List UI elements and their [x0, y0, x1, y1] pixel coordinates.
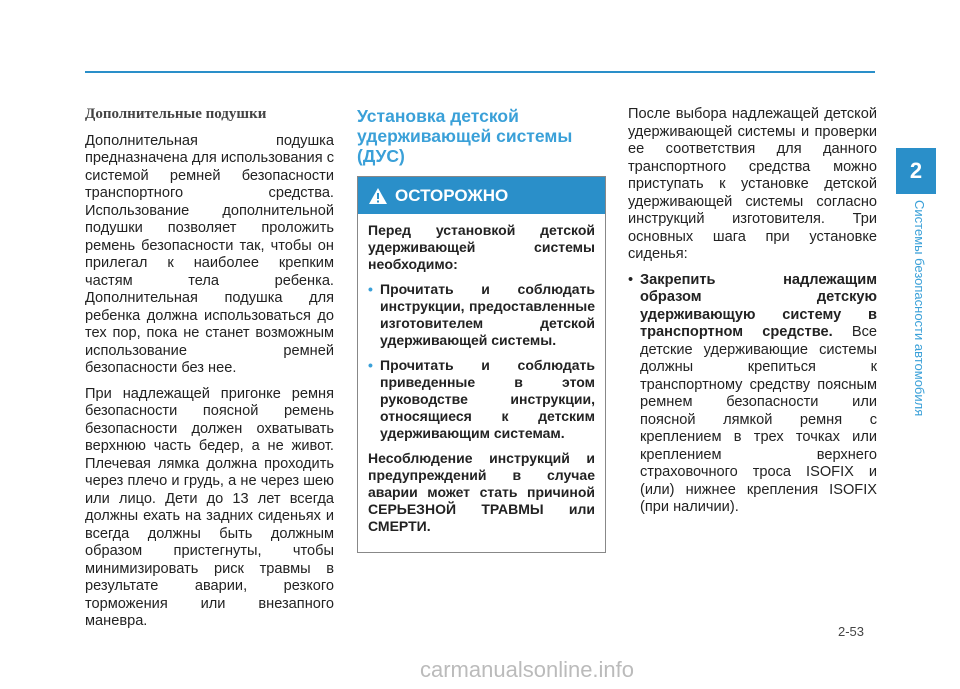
warning-item: • Прочитать и соблюдать приведенные в этом руководстве инструкции, относящиеся к детским удерживающим системам. [368, 357, 595, 442]
section-heading-booster: Дополнительные подушки [85, 106, 267, 122]
warning-outro: Несоблюдение инструкций и предупреждений в случае аварии может стать причиной СЕРЬЕЗНОЙ ТРАВМЫ или СМЕРТИ. [368, 450, 595, 534]
paragraph-steps-intro: После выбора надлежащей детской удерживающей системы и проверки ее соответствия для данного транспортного средства можно приступать к установке детской удерживающей системы согласно инструкций изготовителя. Три основных шага при установке сиденья: [628, 106, 877, 262]
column-left [85, 106, 334, 639]
top-rule [85, 71, 875, 73]
column-right [628, 106, 877, 525]
warning-list [368, 281, 595, 442]
warning-box [357, 176, 606, 553]
paragraph-booster-2: При надлежащей пригонке ремня безопасности поясной ремень безопасности должен охватывать верхнюю часть бедер, а не живот. Плечевая лямка должна проходить через плечо и грудь, а не через шею или лицо. Дети до 13 лет всегда должны ехать на задних сиденьях и всегда должны быть должным образом пристегнуты, чтобы минимизировать риск травмы в результате аварии, резкого торможения или внезапного маневра. [85, 385, 334, 629]
column-middle [357, 106, 606, 553]
page-number: 2-53 [838, 624, 865, 639]
step-text: Все детские удерживающие системы должны крепиться к транспортному средству поясным ремнем безопасности или поясной лямкой ремня с креплением в трех точках или креплением верхнего страховочного троса ISOFIX и (или) нижнее крепления ISOFIX (при наличии). [640, 324, 878, 515]
chapter-tab: 2 [896, 148, 936, 194]
warning-title: ОСТОРОЖНО [395, 185, 509, 205]
warning-item: • Прочитать и соблюдать инструкции, предоставленные изготовителем детской удерживающей системы. [368, 281, 595, 349]
watermark: carmanualsonline.info [420, 657, 635, 682]
list-item [628, 272, 877, 517]
chapter-label: Системы безопасности автомобиля [912, 200, 927, 417]
section-heading-installation: Установка детской удерживающей системы (ДУС) [357, 106, 573, 166]
step-bold-text: Закрепить надлежащим образом детскую удерживающую систему в транспортном средстве. [640, 271, 877, 340]
warning-intro: Перед установкой детской удерживающей системы необходимо: [368, 222, 595, 272]
warning-triangle-icon [368, 187, 388, 205]
paragraph-booster-1: Дополнительная подушка предназначена для использования с системой ремней безопасности транспортного средства. Использование дополнительной подушки позволяет проложить ремень безопасности так, чтобы он прилегал к наиболее крепким частям тела ребенка. Дополнительная подушка для ребенка должна использоваться до тех пор, пока не станет возможным использование ремней безопасности без нее. [85, 132, 334, 376]
warning-body [358, 214, 605, 552]
steps-list [628, 272, 877, 517]
warning-header [358, 177, 605, 214]
